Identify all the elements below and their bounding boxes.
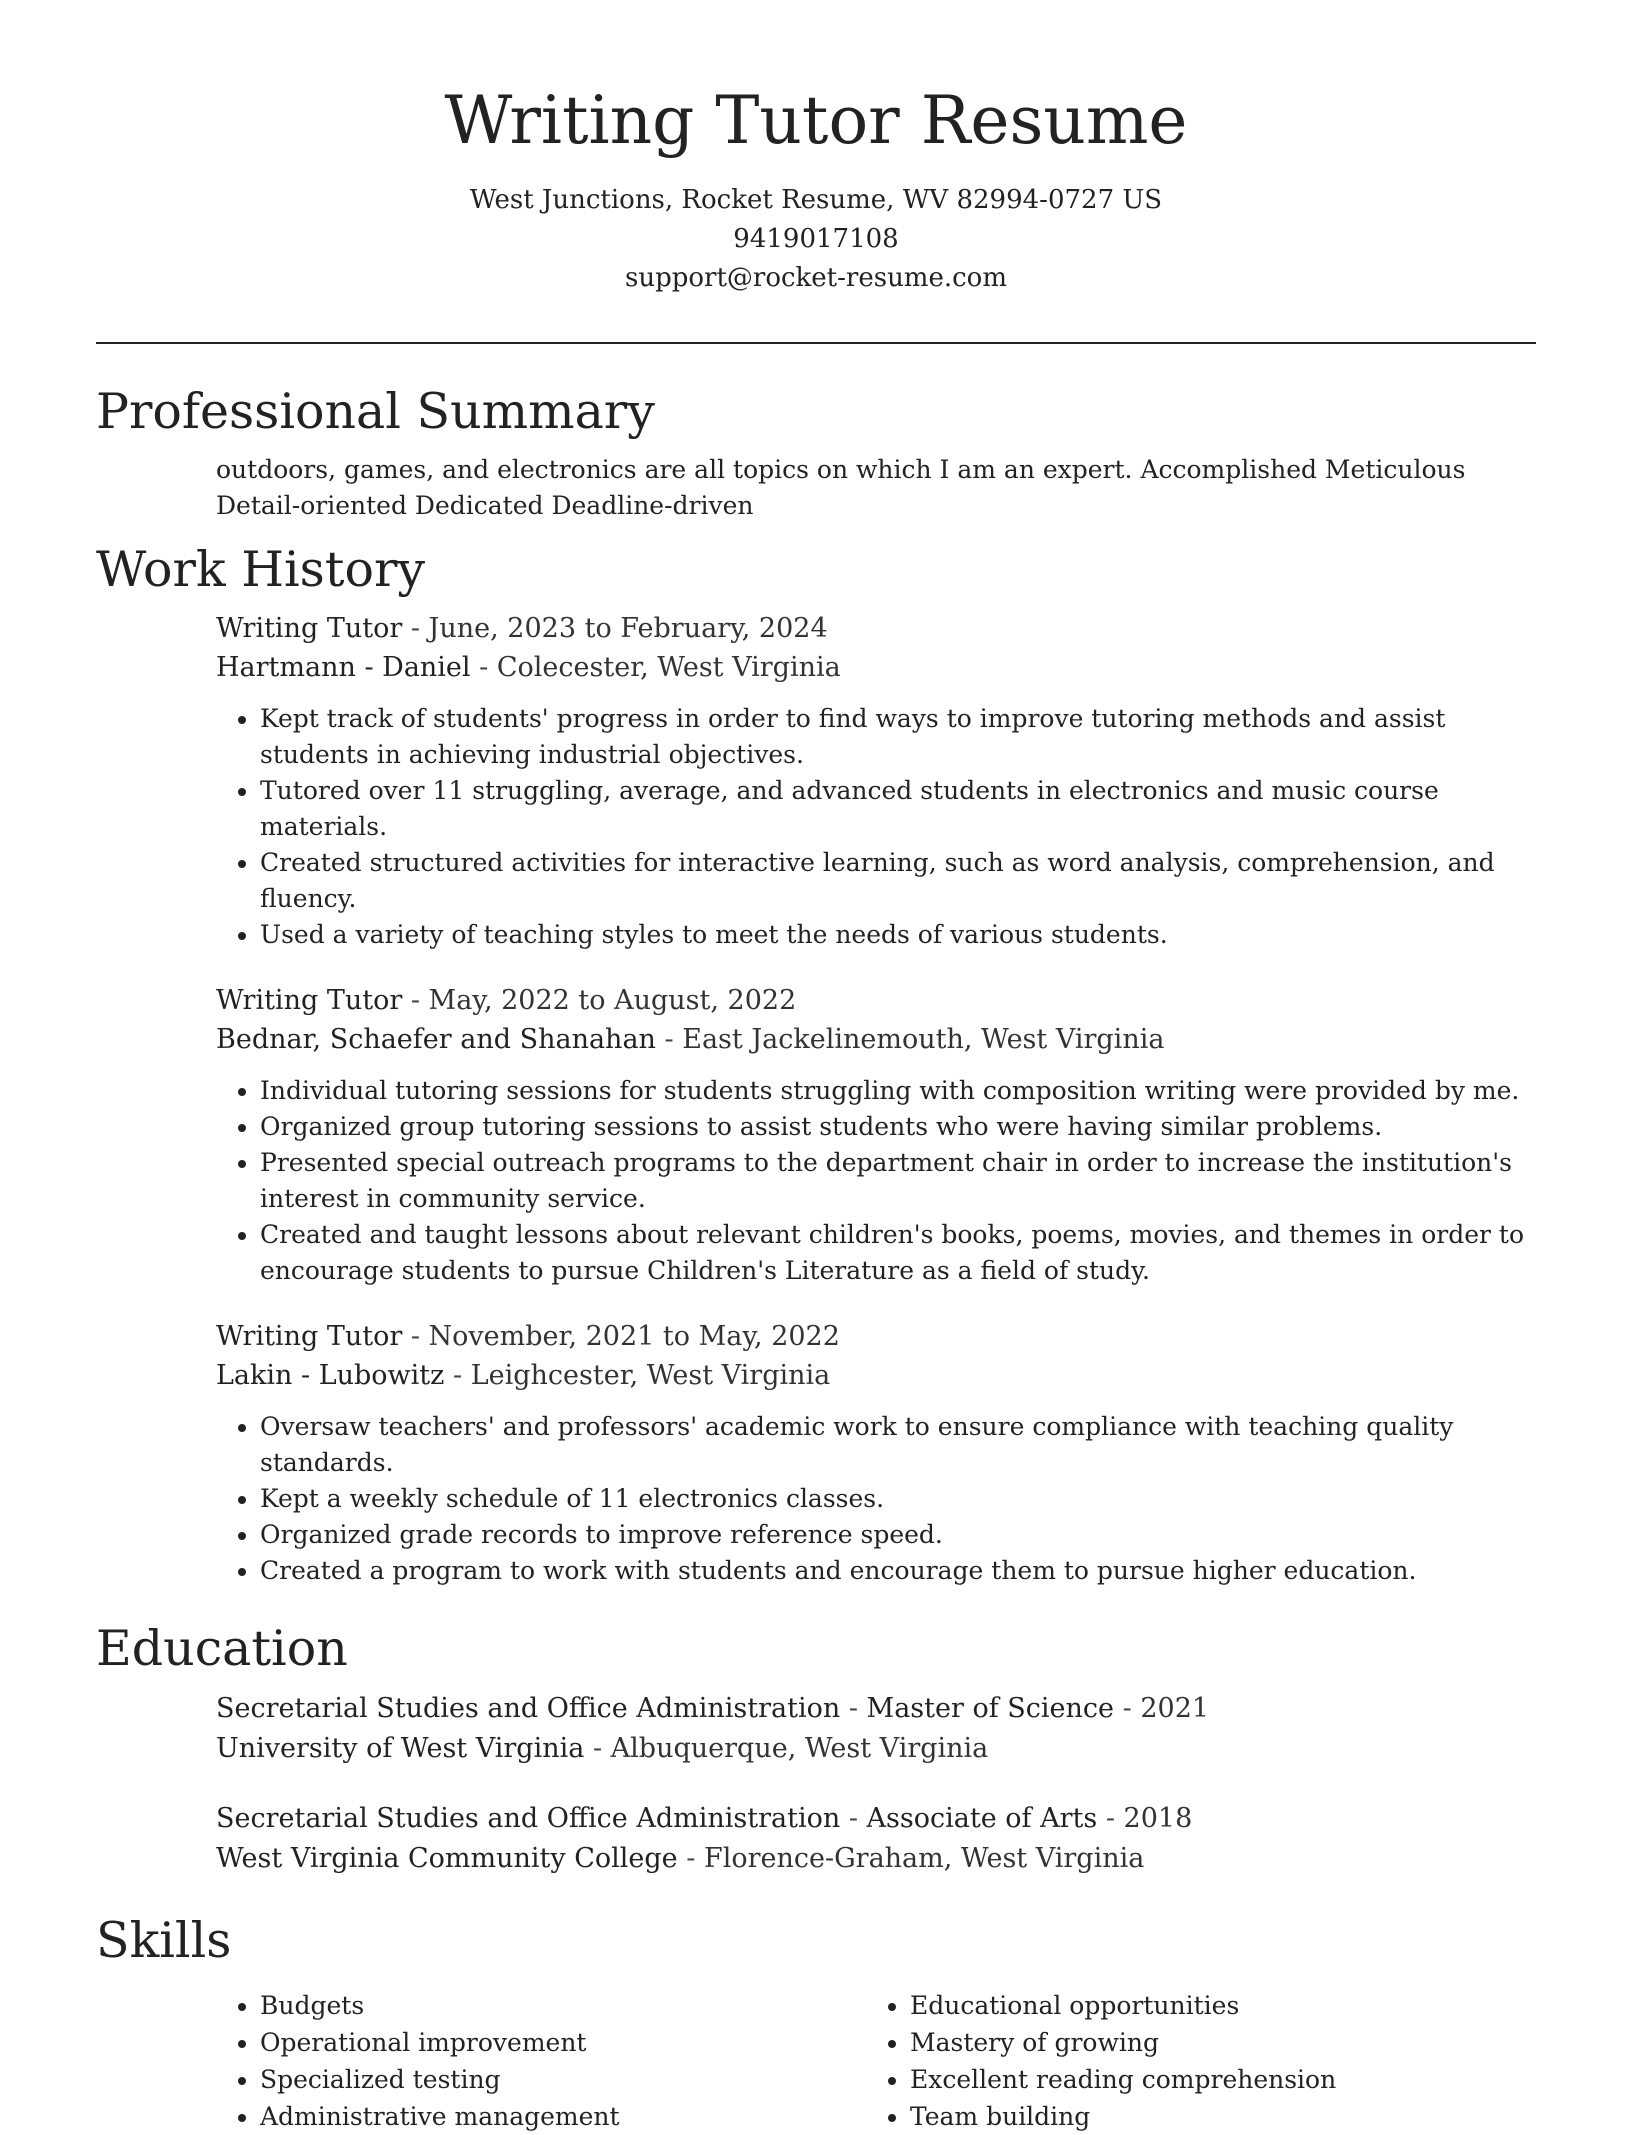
education-location: Albuquerque, West Virginia bbox=[610, 1733, 989, 1765]
job-bullet: • Used a variety of teaching styles to meet the needs of various students. bbox=[260, 917, 1536, 953]
job-location: East Jackelinemouth, West Virginia bbox=[682, 1024, 1165, 1056]
education-degree-line bbox=[216, 1689, 1536, 1729]
separator: - bbox=[452, 1360, 471, 1392]
separator: - bbox=[410, 1321, 429, 1353]
job-dates: November, 2021 to May, 2022 bbox=[428, 1321, 840, 1353]
job-bullets bbox=[216, 1073, 1536, 1289]
job-company: Hartmann - Daniel bbox=[216, 652, 471, 684]
separator: - bbox=[1105, 1803, 1124, 1835]
job-entry bbox=[216, 981, 1536, 1289]
job-bullet: • Presented special outreach programs to the department chair in order to increase the institution's interest in community service. bbox=[260, 1145, 1536, 1217]
summary-heading: Professional Summary bbox=[96, 383, 655, 440]
summary-body bbox=[216, 452, 1536, 524]
skill-item: • Mastery of growing bbox=[910, 2024, 1516, 2061]
education-field: Secretarial Studies and Office Administration bbox=[216, 1693, 841, 1725]
education-school-line bbox=[216, 1729, 1536, 1769]
education-school-line bbox=[216, 1839, 1536, 1879]
resume-title: Writing Tutor Resume bbox=[444, 82, 1188, 159]
education-entry bbox=[216, 1799, 1536, 1879]
separator: - bbox=[410, 985, 429, 1017]
skills-heading: Skills bbox=[96, 1912, 232, 1970]
separator: - bbox=[479, 652, 497, 684]
contact-phone: 9419017108 bbox=[733, 223, 899, 254]
summary-section bbox=[96, 380, 1536, 524]
education-school: University of West Virginia bbox=[216, 1733, 585, 1765]
resume-header bbox=[0, 80, 1632, 298]
separator: - bbox=[1122, 1693, 1141, 1725]
job-title: Writing Tutor bbox=[216, 985, 403, 1017]
job-company-line bbox=[216, 1356, 1536, 1395]
job-bullet: • Kept a weekly schedule of 11 electronics classes. bbox=[260, 1481, 1536, 1517]
education-body bbox=[216, 1689, 1536, 1879]
skills-grid bbox=[216, 1987, 1536, 2135]
job-company: Lakin - Lubowitz bbox=[216, 1360, 445, 1392]
job-dates: June, 2023 to February, 2024 bbox=[428, 613, 828, 645]
job-company: Bednar, Schaefer and Shanahan bbox=[216, 1024, 656, 1056]
separator: - bbox=[848, 1803, 867, 1835]
separator: - bbox=[848, 1693, 867, 1725]
education-school: West Virginia Community College bbox=[216, 1843, 678, 1875]
education-location: Florence-Graham, West Virginia bbox=[703, 1843, 1145, 1875]
education-degree-line bbox=[216, 1799, 1536, 1839]
job-location: Colecester, West Virginia bbox=[496, 652, 841, 684]
education-section bbox=[96, 1617, 1536, 1879]
skills-body bbox=[216, 1987, 1536, 2135]
skills-section bbox=[96, 1909, 1536, 2135]
contact-block bbox=[0, 181, 1632, 298]
job-bullet: • Oversaw teachers' and professors' academic work to ensure compliance with teaching quality standards. bbox=[260, 1409, 1536, 1481]
header-divider bbox=[96, 342, 1536, 344]
job-title-line bbox=[216, 1317, 1536, 1356]
job-bullet: • Individual tutoring sessions for students struggling with composition writing were provided by me. bbox=[260, 1073, 1536, 1109]
separator: - bbox=[664, 1024, 683, 1056]
job-location: Leighcester, West Virginia bbox=[470, 1360, 831, 1392]
skill-item: • Specialized testing bbox=[260, 2061, 866, 2098]
separator: - bbox=[410, 613, 429, 645]
contact-email: support@rocket-resume.com bbox=[624, 262, 1007, 293]
work-body bbox=[216, 609, 1536, 1589]
job-bullet: • Tutored over 11 struggling, average, and advanced students in electronics and music course materials. bbox=[260, 773, 1536, 845]
job-dates: May, 2022 to August, 2022 bbox=[428, 985, 797, 1017]
skill-item: • Administrative management bbox=[260, 2098, 866, 2135]
education-year: 2021 bbox=[1140, 1693, 1210, 1725]
separator: - bbox=[686, 1843, 704, 1875]
job-title-line bbox=[216, 981, 1536, 1020]
education-degree: Associate of Arts bbox=[866, 1803, 1098, 1835]
job-title-line bbox=[216, 609, 1536, 648]
separator: - bbox=[592, 1733, 611, 1765]
skill-item: • Team building bbox=[910, 2098, 1516, 2135]
job-bullet: • Created and taught lessons about relevant children's books, poems, movies, and themes in order to encourage students to pursue Children's Literature as a field of study. bbox=[260, 1217, 1536, 1289]
job-bullets bbox=[216, 1409, 1536, 1589]
job-company-line bbox=[216, 648, 1536, 687]
resume-content bbox=[96, 380, 1536, 2135]
skills-list bbox=[866, 1987, 1516, 2135]
work-section bbox=[96, 538, 1536, 1590]
job-bullet: • Kept track of students' progress in order to find ways to improve tutoring methods and assist students in achieving industrial objectives. bbox=[260, 701, 1536, 773]
work-heading: Work History bbox=[96, 540, 426, 598]
skill-item: • Excellent reading comprehension bbox=[910, 2061, 1516, 2098]
contact-address: West Junctions, Rocket Resume, WV 82994-0727 US bbox=[469, 184, 1163, 215]
job-bullet: • Created a program to work with students and encourage them to pursue higher education. bbox=[260, 1553, 1536, 1589]
education-year: 2018 bbox=[1123, 1803, 1193, 1835]
skill-item: • Educational opportunities bbox=[910, 1987, 1516, 2024]
education-heading: Education bbox=[96, 1620, 348, 1678]
skills-column-left bbox=[216, 1987, 866, 2135]
education-entry bbox=[216, 1689, 1536, 1769]
skills-list bbox=[216, 1987, 866, 2135]
job-bullet: • Organized grade records to improve reference speed. bbox=[260, 1517, 1536, 1553]
job-title: Writing Tutor bbox=[216, 1321, 403, 1353]
job-company-line bbox=[216, 1020, 1536, 1059]
skill-item: • Operational improvement bbox=[260, 2024, 866, 2061]
skill-item: • Budgets bbox=[260, 1987, 866, 2024]
job-entry bbox=[216, 609, 1536, 953]
summary-text: outdoors, games, and electronics are all topics on which I am an expert. Accomplished Meticulous Detail-oriented Dedicated Deadline-driven bbox=[216, 454, 1466, 520]
education-field: Secretarial Studies and Office Administration bbox=[216, 1803, 841, 1835]
job-bullet: • Organized group tutoring sessions to assist students who were having similar problems. bbox=[260, 1109, 1536, 1145]
skills-column-right bbox=[866, 1987, 1516, 2135]
job-bullets bbox=[216, 701, 1536, 953]
job-title: Writing Tutor bbox=[216, 613, 403, 645]
job-entry bbox=[216, 1317, 1536, 1589]
education-degree: Master of Science bbox=[866, 1693, 1115, 1725]
job-bullet: • Created structured activities for interactive learning, such as word analysis, comprehension, and fluency. bbox=[260, 845, 1536, 917]
